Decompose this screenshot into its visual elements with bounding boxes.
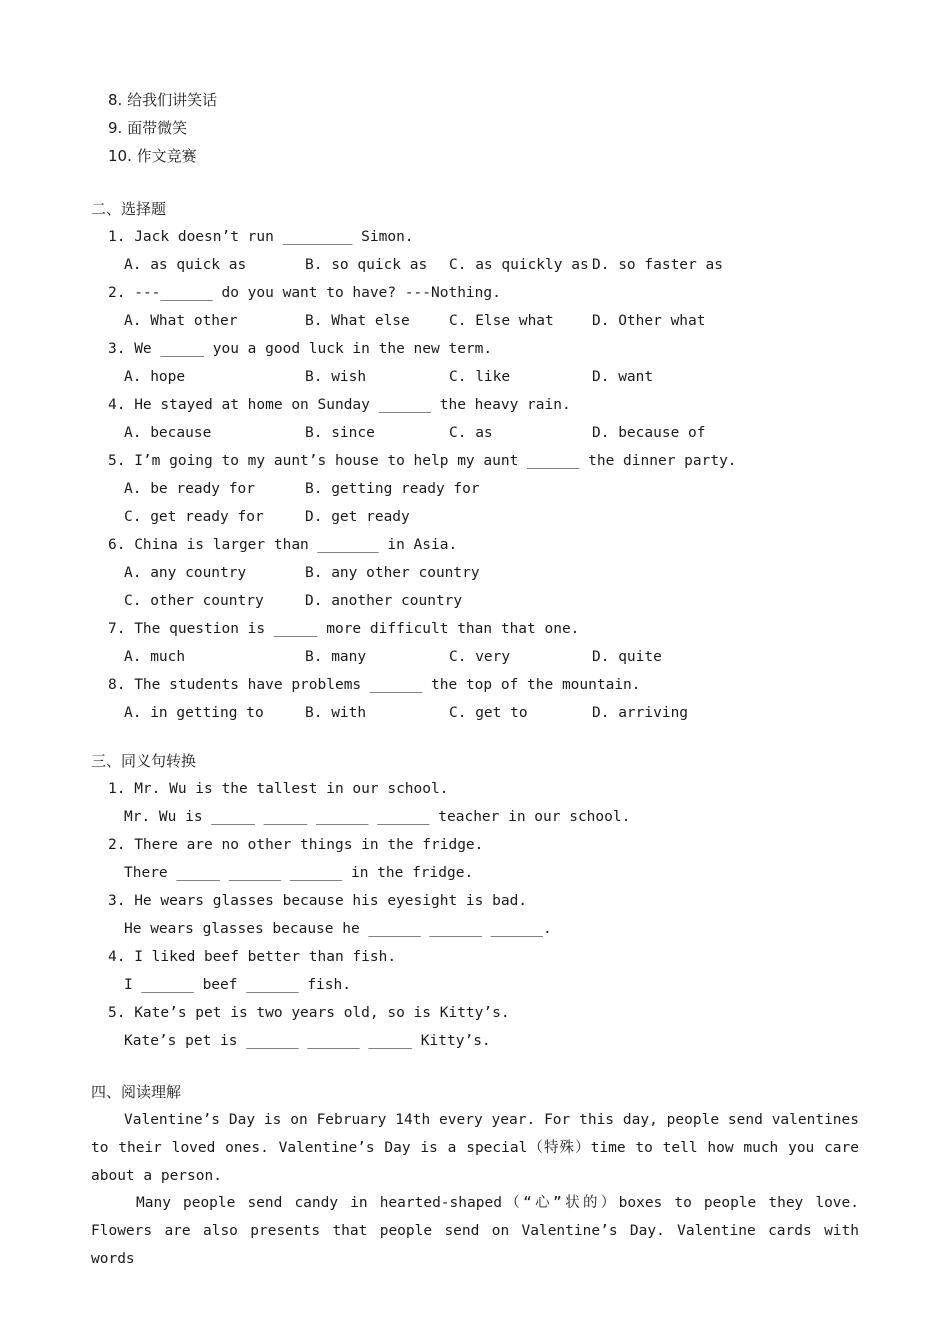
answer-option: D. arriving (592, 705, 689, 721)
answer-option: B. What else (305, 313, 410, 329)
reading-paragraph: Valentine’s Day is on February 14th every year. For this day, people send valentines to their loved ones. Valentine’s Day is a special（特殊）time to tell how much you care about a person. (91, 1112, 859, 1184)
rewrite-blank-line: Kate’s pet is ______ ______ _____ Kitty’s. (124, 1033, 491, 1049)
rewrite-blank-line: I ______ beef ______ fish. (124, 977, 351, 993)
rewrite-original: 3. He wears glasses because his eyesight is bad. (108, 893, 528, 909)
question-text: 2. ---______ do you want to have? ---Nothing. (108, 285, 501, 301)
rewrite-original: 1. Mr. Wu is the tallest in our school. (108, 781, 449, 797)
answer-option: D. quite (592, 649, 662, 665)
answer-option: C. as (449, 425, 493, 441)
answer-option: D. Other what (592, 313, 706, 329)
answer-option: D. so faster as (592, 257, 723, 273)
question-text: 4. He stayed at home on Sunday ______ the heavy rain. (108, 397, 571, 413)
answer-option: B. any other country (305, 565, 480, 581)
answer-option: D. another country (305, 593, 463, 609)
answer-option: B. since (305, 425, 375, 441)
answer-option: A. much (124, 649, 186, 665)
phrase-item: 8. 给我们讲笑话 (108, 91, 218, 109)
answer-option: C. very (449, 649, 511, 665)
answer-option: C. get to (449, 705, 528, 721)
answer-option: C. Else what (449, 313, 554, 329)
rewrite-original: 2. There are no other things in the fridge. (108, 837, 484, 853)
answer-option: A. as quick as (124, 257, 247, 273)
question-text: 5. I’m going to my aunt’s house to help my aunt ______ the dinner party. (108, 453, 737, 469)
question-text: 3. We _____ you a good luck in the new term. (108, 341, 493, 357)
answer-option: A. What other (124, 313, 238, 329)
phrase-item: 9. 面带微笑 (108, 119, 188, 137)
rewrite-blank-line: He wears glasses because he ______ ______ ______. (124, 921, 552, 937)
rewrite-original: 4. I liked beef better than fish. (108, 949, 397, 965)
question-text: 1. Jack doesn’t run ________ Simon. (108, 229, 414, 245)
answer-option: B. many (305, 649, 367, 665)
question-text: 7. The question is _____ more difficult than that one. (108, 621, 580, 637)
reading-paragraph-line: Flowers are also presents that people send on Valentine’s Day. Valentine cards with words (91, 1223, 859, 1267)
answer-option: C. like (449, 369, 511, 385)
question-text: 8. The students have problems ______ the top of the mountain. (108, 677, 641, 693)
section-title-rewrite: 三、同义句转换 (91, 752, 197, 770)
phrase-item: 10. 作文竞赛 (108, 147, 197, 165)
reading-paragraph-line: Many people send candy in hearted-shaped（“心”状的）boxes to people they love. (136, 1195, 859, 1211)
rewrite-blank-line: Mr. Wu is _____ _____ ______ ______ teacher in our school. (124, 809, 631, 825)
answer-option: C. get ready for (124, 509, 264, 525)
answer-option: B. wish (305, 369, 367, 385)
answer-option: A. in getting to (124, 705, 264, 721)
answer-option: C. as quickly as (449, 257, 589, 273)
answer-option: A. be ready for (124, 481, 255, 497)
answer-option: B. with (305, 705, 367, 721)
section-title-reading: 四、阅读理解 (91, 1083, 182, 1101)
answer-option: D. because of (592, 425, 706, 441)
section-title-choice: 二、选择题 (91, 200, 167, 218)
answer-option: D. want (592, 369, 654, 385)
answer-option: B. getting ready for (305, 481, 480, 497)
answer-option: D. get ready (305, 509, 410, 525)
answer-option: B. so quick as (305, 257, 428, 273)
answer-option: A. any country (124, 565, 247, 581)
answer-option: A. because (124, 425, 212, 441)
rewrite-blank-line: There _____ ______ ______ in the fridge. (124, 865, 474, 881)
answer-option: C. other country (124, 593, 264, 609)
question-text: 6. China is larger than _______ in Asia. (108, 537, 458, 553)
rewrite-original: 5. Kate’s pet is two years old, so is Kitty’s. (108, 1005, 510, 1021)
answer-option: A. hope (124, 369, 186, 385)
